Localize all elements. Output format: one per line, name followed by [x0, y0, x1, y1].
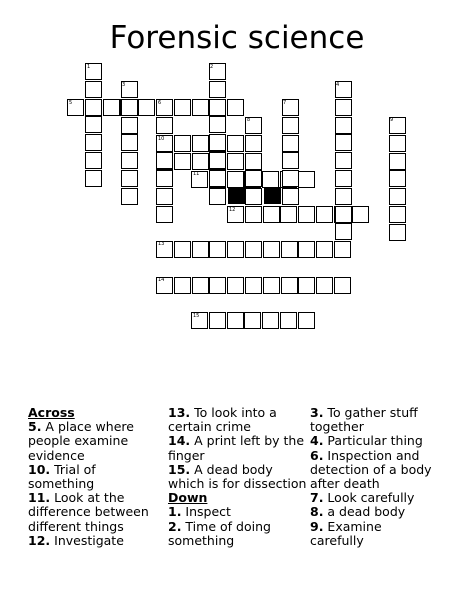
grid-cell[interactable] [335, 170, 352, 187]
clue-text: Particular thing [323, 433, 423, 449]
grid-cell[interactable] [316, 241, 333, 258]
grid-cell[interactable] [298, 171, 315, 188]
grid-cell[interactable] [245, 188, 262, 205]
grid-cell[interactable] [280, 206, 297, 223]
down-heading: Down [168, 490, 208, 506]
grid-cell[interactable] [262, 312, 279, 329]
clue-number: 6. [310, 447, 324, 463]
clue-number: 9. [310, 518, 324, 534]
grid-cell[interactable] [121, 134, 138, 151]
clue-number: 7. [310, 490, 324, 506]
grid-cell[interactable] [389, 224, 406, 241]
grid-cell[interactable] [389, 153, 406, 170]
clue-text: To gather stuff together [310, 405, 418, 435]
grid-cell[interactable] [121, 99, 138, 116]
grid-cell[interactable] [245, 277, 262, 294]
clue-down-3[interactable] [310, 406, 435, 434]
grid-cell[interactable] [209, 312, 226, 329]
grid-cell[interactable] [244, 312, 261, 329]
cell-number: 4 [336, 82, 340, 88]
grid-cell[interactable] [245, 170, 262, 187]
grid-cell[interactable] [174, 99, 191, 116]
clue-down-6[interactable] [310, 449, 435, 492]
clue-down-2[interactable] [168, 520, 308, 548]
clue-down-1[interactable] [168, 505, 308, 519]
grid-cell[interactable] [209, 152, 226, 169]
clue-text: A dead body which is for dissection [168, 461, 307, 492]
cell-number: 12 [229, 207, 236, 213]
cell-number: 7 [283, 100, 287, 106]
clue-across-15[interactable] [168, 463, 308, 491]
grid-cell[interactable] [227, 153, 244, 170]
grid-cell[interactable] [389, 170, 406, 187]
clue-text: A place where people examine evidence [28, 419, 134, 463]
cell-number: 11 [193, 171, 200, 177]
grid-cell[interactable] [335, 206, 352, 223]
black-cell [264, 187, 281, 204]
grid-cell[interactable] [209, 81, 226, 98]
cell-number: 6 [158, 100, 162, 106]
grid-cell[interactable] [192, 277, 209, 294]
clue-text: a dead body [323, 504, 406, 520]
grid-cell[interactable] [209, 116, 226, 133]
clue-text: Look carefully [323, 490, 415, 506]
clue-column-2 [168, 406, 308, 548]
grid-cell[interactable] [192, 241, 209, 258]
grid-cell[interactable] [227, 135, 244, 152]
grid-cell[interactable] [298, 277, 315, 294]
clue-number: 8. [310, 504, 324, 520]
clue-across-5[interactable] [28, 420, 158, 463]
clue-across-12[interactable] [28, 534, 158, 548]
grid-cell[interactable] [352, 206, 369, 223]
clue-across-10[interactable] [28, 463, 158, 491]
cell-number: 15 [193, 313, 200, 319]
grid-cell[interactable] [245, 153, 262, 170]
grid-cell[interactable] [209, 188, 226, 205]
grid-cell[interactable] [335, 117, 352, 134]
grid-cell[interactable] [209, 99, 226, 116]
clue-down-8[interactable] [310, 505, 435, 519]
clue-down-9[interactable] [310, 520, 435, 548]
clue-down-4[interactable] [310, 434, 435, 448]
grid-cell[interactable] [227, 312, 244, 329]
clue-number: 1. [168, 504, 182, 520]
clue-number: 13. [168, 405, 191, 420]
grid-cell[interactable] [156, 117, 173, 134]
grid-cell[interactable] [85, 152, 102, 169]
grid-cell[interactable] [245, 206, 262, 223]
clue-down-7[interactable] [310, 491, 435, 505]
cell-number: 14 [158, 277, 165, 283]
black-cell [228, 187, 245, 204]
grid-cell[interactable] [209, 241, 226, 258]
clue-across-14[interactable] [168, 434, 308, 462]
grid-cell[interactable] [263, 206, 280, 223]
clue-number: 2. [168, 518, 182, 534]
grid-cell[interactable] [335, 188, 352, 205]
grid-cell[interactable] [138, 99, 155, 116]
clue-text: Inspection and detection of a body after death [310, 447, 432, 492]
grid-cell[interactable] [389, 135, 406, 152]
grid-cell[interactable] [85, 116, 102, 133]
clue-across-13[interactable] [168, 406, 308, 434]
clue-number: 15. [168, 461, 191, 477]
grid-cell[interactable] [282, 135, 299, 152]
clue-column-3 [310, 406, 435, 548]
grid-cell[interactable] [156, 206, 173, 223]
clue-column-1 [28, 406, 158, 548]
cell-number: 10 [158, 136, 165, 142]
grid-cell[interactable] [209, 134, 226, 151]
clue-number: 14. [168, 433, 191, 449]
grid-cell[interactable] [335, 134, 352, 151]
grid-cell[interactable] [282, 152, 299, 169]
grid-cell[interactable] [227, 241, 244, 258]
grid-cell[interactable] [334, 277, 351, 294]
grid-cell[interactable] [85, 134, 102, 151]
grid-cell[interactable] [209, 277, 226, 294]
grid-cell[interactable] [192, 153, 209, 170]
clue-text: A print left by the finger [168, 433, 305, 463]
grid-cell[interactable] [156, 188, 173, 205]
grid-cell[interactable] [174, 241, 191, 258]
grid-cell[interactable] [174, 277, 191, 294]
clue-text: To look into a certain crime [168, 405, 277, 435]
grid-cell[interactable] [263, 241, 280, 258]
grid-cell[interactable] [316, 206, 333, 223]
grid-cell[interactable] [282, 188, 299, 205]
grid-cell[interactable] [227, 277, 244, 294]
grid-cell[interactable] [263, 277, 280, 294]
grid-cell[interactable] [192, 135, 209, 152]
grid-cell[interactable] [85, 170, 102, 187]
grid-cell[interactable] [174, 153, 191, 170]
clue-number: 11. [28, 490, 51, 506]
grid-cell[interactable] [227, 171, 244, 188]
cell-number: 3 [122, 82, 126, 88]
puzzle-title: Forensic science [109, 20, 365, 56]
grid-cell[interactable] [192, 99, 209, 116]
grid-cell[interactable] [298, 206, 315, 223]
clue-across-11[interactable] [28, 491, 158, 534]
grid-cell[interactable] [335, 99, 352, 116]
across-heading: Across [28, 405, 75, 420]
grid-cell[interactable] [389, 206, 406, 223]
grid-cell[interactable] [316, 277, 333, 294]
grid-cell[interactable] [298, 241, 315, 258]
grid-cell[interactable] [227, 99, 244, 116]
grid-cell[interactable] [85, 99, 102, 116]
grid-cell[interactable] [121, 170, 138, 187]
clue-text: Time of doing something [168, 518, 271, 548]
grid-cell[interactable] [335, 223, 352, 240]
grid-cell[interactable] [209, 170, 226, 187]
cell-number: 8 [247, 117, 251, 123]
grid-cell[interactable] [121, 152, 138, 169]
clue-text: Examine carefully [310, 518, 382, 548]
clue-number: 3. [310, 405, 324, 420]
cell-number: 2 [210, 64, 214, 70]
grid-cell[interactable] [281, 241, 298, 258]
grid-cell[interactable] [262, 171, 279, 188]
grid-cell[interactable] [121, 117, 138, 134]
cell-number: 13 [158, 241, 165, 247]
clue-text: Inspect [181, 504, 231, 520]
grid-cell[interactable] [281, 277, 298, 294]
grid-cell[interactable] [174, 135, 191, 152]
grid-cell[interactable] [389, 188, 406, 205]
grid-cell[interactable] [335, 152, 352, 169]
grid-cell[interactable] [282, 117, 299, 134]
grid-cell[interactable] [245, 241, 262, 258]
grid-cell[interactable] [156, 152, 173, 169]
grid-cell[interactable] [298, 312, 315, 329]
grid-cell[interactable] [85, 81, 102, 98]
clue-number: 10. [28, 461, 51, 477]
clue-number: 5. [28, 419, 42, 435]
clue-text: Investigate [50, 532, 124, 548]
clue-number: 12. [28, 532, 51, 548]
grid-cell[interactable] [280, 312, 297, 329]
cell-number: 5 [69, 100, 73, 106]
grid-cell[interactable] [245, 135, 262, 152]
clue-text: Look at the difference between different things [28, 490, 149, 534]
grid-cell[interactable] [121, 188, 138, 205]
cell-number: 1 [87, 64, 91, 70]
grid-cell[interactable] [282, 170, 299, 187]
grid-cell[interactable] [103, 99, 120, 116]
grid-cell[interactable] [334, 241, 351, 258]
grid-cell[interactable] [156, 170, 173, 187]
clue-number: 4. [310, 433, 324, 449]
cell-number: 9 [390, 117, 394, 123]
clue-text: Trial of something [28, 461, 96, 492]
